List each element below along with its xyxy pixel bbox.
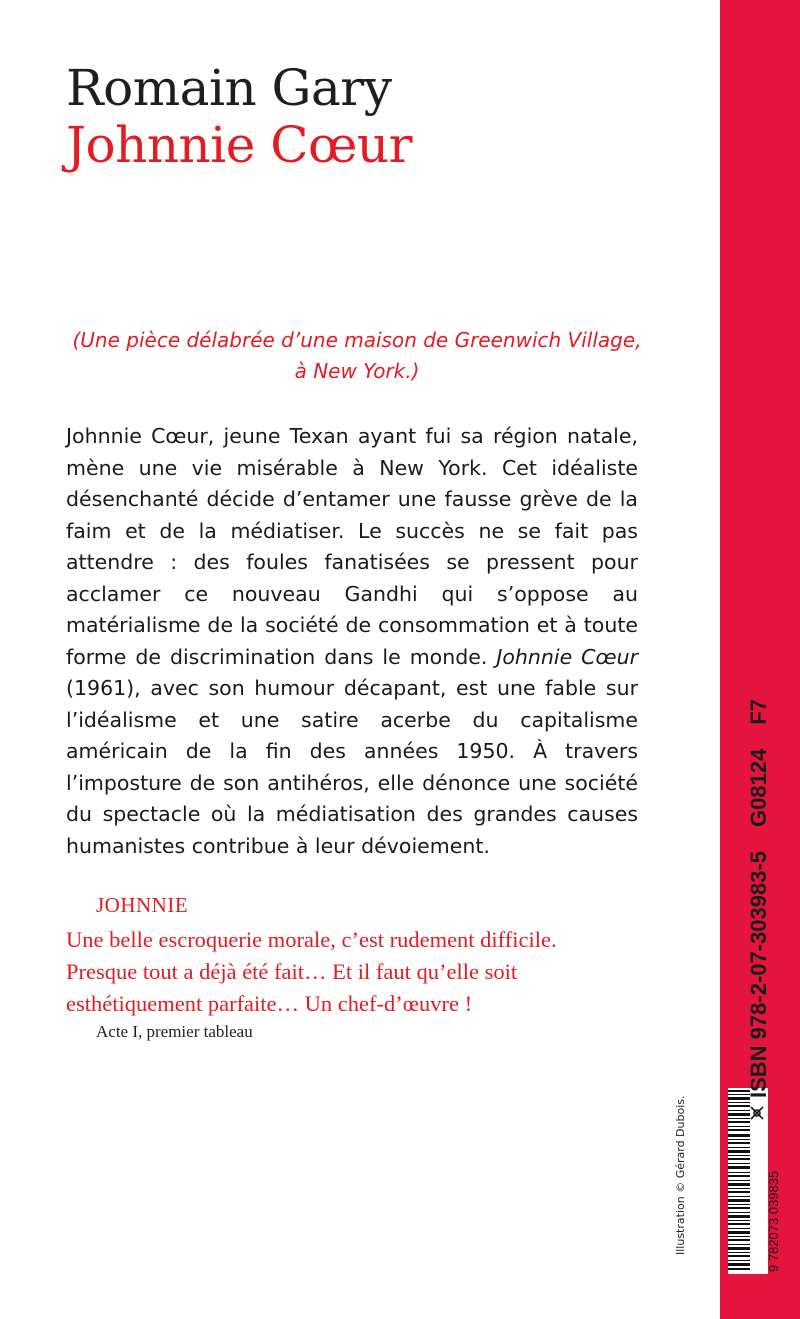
gallimard-logo-icon (748, 1104, 766, 1122)
blurb-title-italic: Johnnie Cœur (496, 644, 638, 669)
quote-speaker: JOHNNIE (96, 893, 189, 917)
quote-source: Acte I, premier tableau (96, 1022, 253, 1041)
stage-direction (66, 325, 648, 387)
author-name: Romain Gary (66, 59, 392, 117)
spine-codes (746, 699, 772, 1098)
catalog-code: G08124 (746, 748, 771, 827)
barcode-digits: 9 782073 039835 (766, 1170, 781, 1272)
blurb-part-1: Johnnie Cœur, jeune Texan ayant fui sa région natale, mène une vie misérable à New York. Cet idéaliste désenchanté décide d’entamer une fausse grève de la faim et de la médiatiser. Le succès ne se fait pas attendre : des foules fanatisées se pressent pour acclamer ce nouveau Gandhi qui s’oppose au matérialisme de la société de consommation et à toute forme de discrimination dans le monde. (66, 424, 638, 669)
price-code: F7 (746, 698, 771, 725)
illustration-credit: Illustration © Gérard Dubois. (674, 1095, 687, 1255)
blurb-part-2: (1961), avec son humour décapant, est une fable sur l’idéalisme et une satire acerbe du capitalisme américain de la fin des années 1950. À travers l’imposture de son antihéros, elle dénonce une société du spectacle où la médiatisation des grandes causes humanistes contribue à leur dévoiement. (66, 676, 638, 858)
quote-line-2: Presque tout a déjà été fait… Et il faut qu’elle soit (66, 959, 518, 984)
stage-direction-line-2: à New York.) (294, 359, 420, 383)
quote-line-1: Une belle escroquerie morale, c’est rudement difficile. (66, 927, 557, 952)
blurb (66, 421, 638, 862)
quote (66, 924, 666, 1020)
book-title: Johnnie Cœur (66, 116, 413, 174)
isbn: ISBN 978-2-07-303983-5 (746, 850, 771, 1098)
stage-direction-line-1: (Une pièce délabrée d’une maison de Greenwich Village, (72, 328, 642, 352)
quote-line-3: esthétiquement parfaite… Un chef-d’œuvre ! (66, 991, 473, 1016)
